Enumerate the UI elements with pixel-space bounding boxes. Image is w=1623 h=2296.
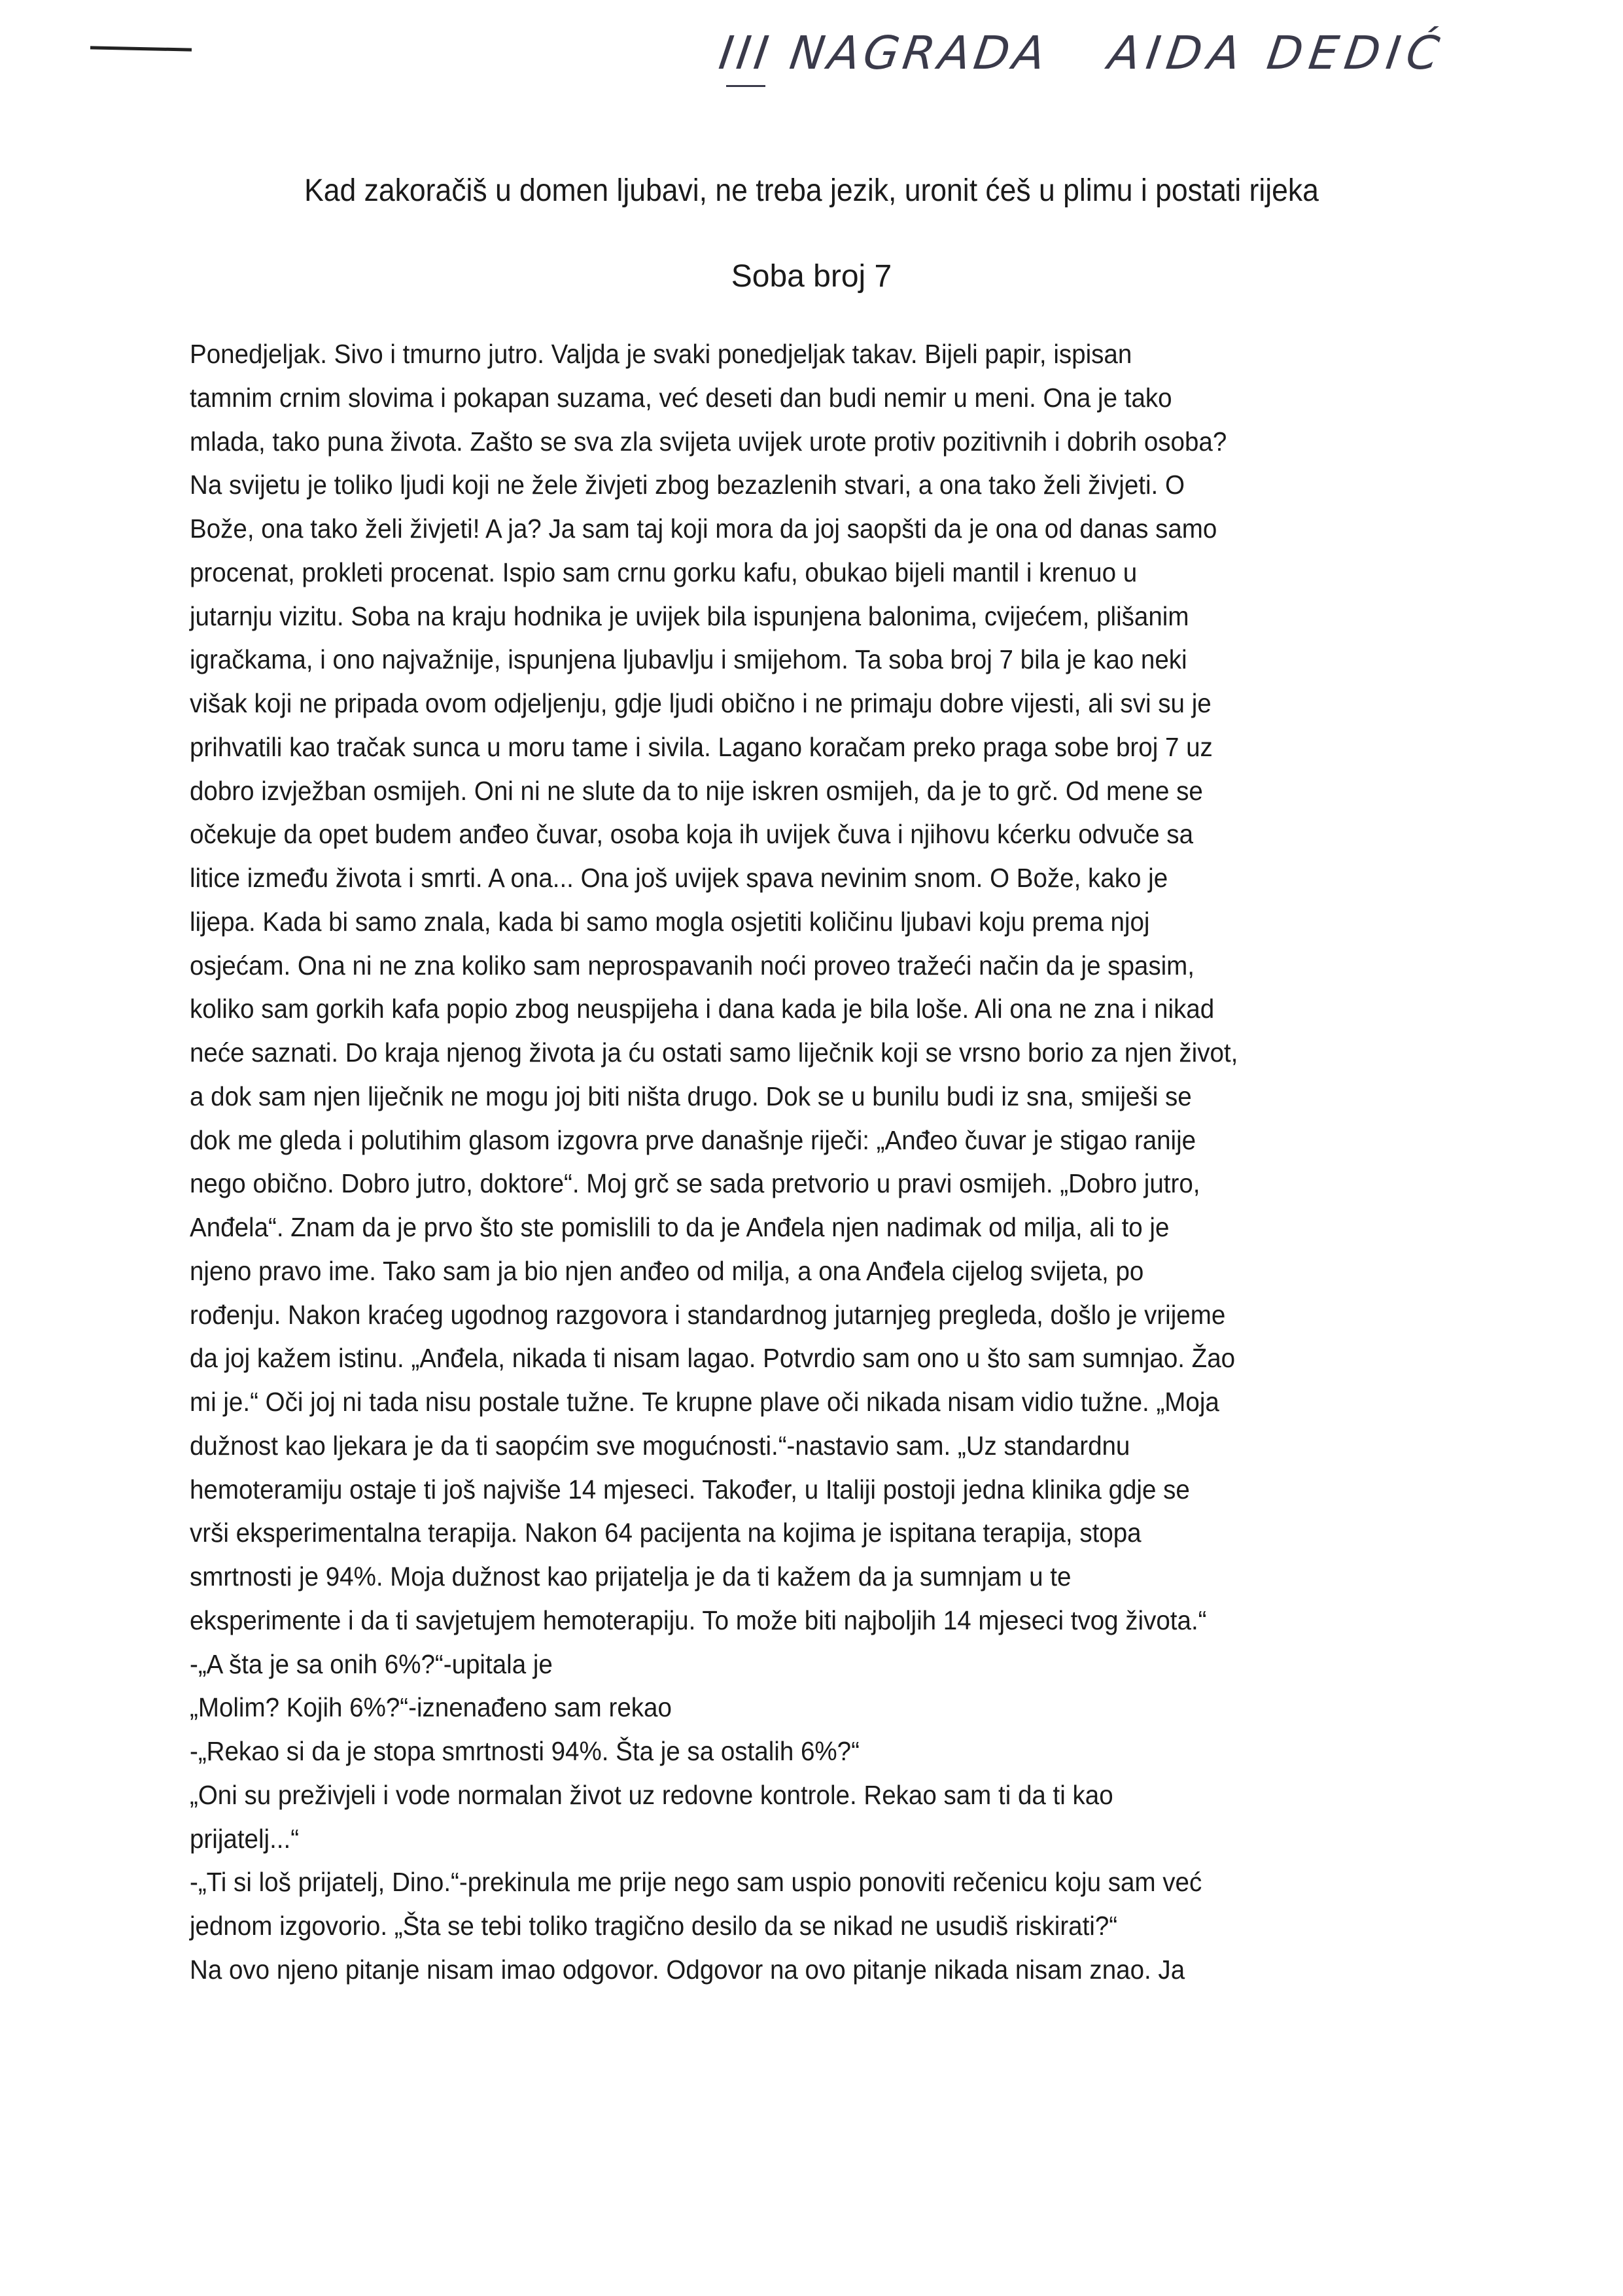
scan-margin-mark — [90, 46, 192, 51]
text-line: Anđela“. Znam da je prvo što ste pomislili to da je Anđela njen nadimak od milja, ali to je — [190, 1212, 1170, 1242]
text-line: Bože, ona tako želi živjeti! A ja? Ja sam taj koji mora da joj saopšti da je ona od danas samo — [190, 513, 1217, 544]
text-line: „Oni su preživjeli i vode normalan život uz redovne kontrole. Rekao sam ti da ti kao — [190, 1779, 1113, 1810]
text-line: tamnim crnim slovima i pokapan suzama, već deseti dan budi nemir u meni. Ona je tako — [190, 382, 1172, 413]
text-line: -„Ti si loš prijatelj, Dino.“-prekinula me prije nego sam uspio ponoviti rečenicu koju sam već — [190, 1867, 1202, 1898]
text-line: prihvatili kao tračak sunca u moru tame i sivila. Lagano koračam preko praga sobe broj 7 uz — [190, 731, 1213, 762]
text-line: njeno pravo ime. Tako sam ja bio njen anđeo od milja, a ona Anđela cijelog svijeta, po — [190, 1255, 1144, 1286]
text-line: a dok sam njen liječnik ne mogu joj biti ništa drugo. Dok se u bunilu budi iz sna, smiješi se — [190, 1081, 1192, 1111]
text-line: dobro izvježban osmijeh. Oni ni ne slute da to nije iskren osmijeh, da je to grč. Od mene se — [190, 775, 1203, 806]
text-line: „Molim? Kojih 6%?“-iznenađeno sam rekao — [190, 1692, 672, 1723]
text-line: mi je.“ Oči joj ni tada nisu postale tužne. Te krupne plave oči nikada nisam vidio tužne. „Moja — [190, 1387, 1219, 1417]
text-line: -„Rekao si da je stopa smrtnosti 94%. Šta je sa ostalih 6%?“ — [190, 1736, 860, 1766]
text-line: Na svijetu je toliko ljudi koji ne žele živjeti zbog bezazlenih stvari, a ona tako želi živjeti. O — [190, 470, 1185, 500]
text-line: jednom izgovorio. „Šta se tebi toliko tragično desilo da se nikad ne usudiš riskirati?“ — [190, 1911, 1118, 1941]
text-line: smrtnosti je 94%. Moja dužnost kao prijatelja je da ti kažem da ja sumnjam u te — [190, 1561, 1072, 1592]
text-line: osjećam. Ona ni ne zna koliko sam neprospavanih noći proveo tražeći način da je spasim, — [190, 950, 1195, 981]
text-line: rođenju. Nakon kraćeg ugodnog razgovora i standardnog jutarnjeg pregleda, došlo je vrijeme — [190, 1299, 1226, 1330]
text-line: hemoteramiju ostaje ti još najviše 14 mjeseci. Također, u Italiji postoji jedna klinika gdje se — [190, 1474, 1190, 1505]
handwritten-award-note: III NAGRADA — [716, 26, 1053, 80]
text-line: očekuje da opet budem anđeo čuvar, osoba koja ih uvijek čuva i njihovu kćerku odvuče sa — [190, 819, 1194, 850]
story-body — [190, 332, 1498, 1992]
text-line: Ponedjeljak. Sivo i tmurno jutro. Valjda je svaki ponedjeljak takav. Bijeli papir, ispisan — [190, 339, 1132, 369]
text-line: višak koji ne pripada ovom odjeljenju, gdje ljudi obično i ne primaju dobre vijesti, ali svi su je — [190, 688, 1212, 718]
text-line: igračkama, i ono najvažnije, ispunjena ljubavlju i smijehom. Ta soba broj 7 bila je kao neki — [190, 644, 1187, 675]
handwritten-underline — [726, 85, 765, 87]
text-line: procenat, prokleti procenat. Ispio sam crnu gorku kafu, obukao bijeli mantil i krenuo u — [190, 557, 1138, 587]
text-line: vrši eksperimentalna terapija. Nakon 64 pacijenta na kojima je ispitana terapija, stopa — [190, 1518, 1142, 1548]
text-line: litice između života i smrti. A ona... Ona još uvijek spava nevinim snom. O Bože, kako je — [190, 863, 1168, 893]
text-line: dužnost kao ljekara je da ti saopćim sve mogućnosti.“-nastavio sam. „Uz standardnu — [190, 1430, 1130, 1461]
text-line: nego obično. Dobro jutro, doktore“. Moj grč se sada pretvorio u pravi osmijeh. „Dobro jutro, — [190, 1168, 1200, 1199]
text-line: eksperimente i da ti savjetujem hemoterapiju. To može biti najboljih 14 mjeseci tvog života.“ — [190, 1605, 1207, 1635]
story-title: Soba broj 7 — [731, 259, 892, 294]
text-line: koliko sam gorkih kafa popio zbog neuspijeha i dana kada je bila loše. Ali ona ne zna i nikad — [190, 994, 1215, 1024]
text-line: neće saznati. Do kraja njenog života ja ću ostati samo liječnik koji se vrsno borio za njen život, — [190, 1037, 1238, 1068]
text-line: jutarnju vizitu. Soba na kraju hodnika je uvijek bila ispunjena balonima, cvijećem, plišanim — [190, 600, 1189, 631]
story-motto: Kad zakoračiš u domen ljubavi, ne treba jezik, uronit ćeš u plimu i postati rijeka — [304, 173, 1319, 208]
text-line: -„A šta je sa onih 6%?“-upitala je — [190, 1648, 553, 1679]
text-line: lijepa. Kada bi samo znala, kada bi samo mogla osjetiti količinu ljubavi koju prema njoj — [190, 906, 1150, 937]
text-line: Na ovo njeno pitanje nisam imao odgovor. Odgovor na ovo pitanje nikada nisam znao. Ja — [190, 1954, 1185, 1985]
text-line: da joj kažem istinu. „Anđela, nikada ti nisam lagao. Potvrdio sam ono u što sam sumnjao. Žao — [190, 1343, 1236, 1374]
handwritten-author-name: AIDA DEDIĆ — [1105, 26, 1449, 80]
text-line: dok me gleda i polutihim glasom izgovra prve današnje riječi: „Anđeo čuvar je stigao ranije — [190, 1124, 1196, 1155]
text-line: prijatelj...“ — [190, 1823, 300, 1854]
text-line: mlada, tako puna života. Zašto se sva zla svijeta uvijek urote protiv pozitivnih i dobrih osoba? — [190, 426, 1227, 457]
